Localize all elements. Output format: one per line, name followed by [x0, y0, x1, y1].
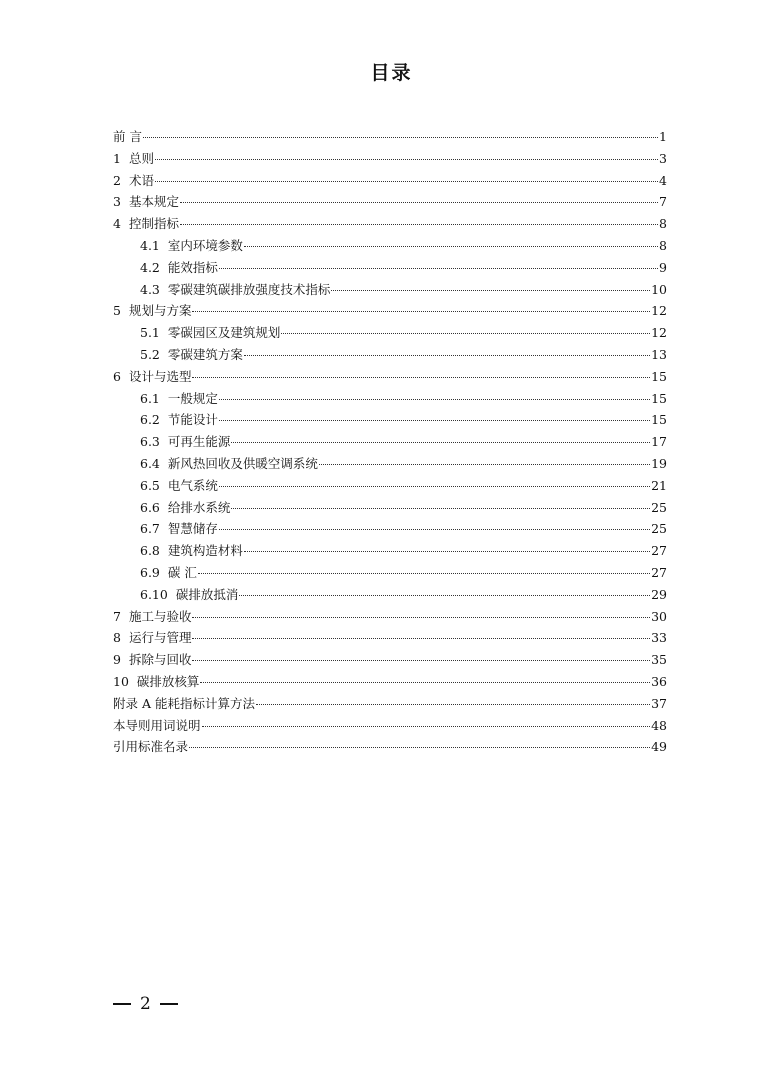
toc-entry-title: 附录 A 能耗指标计算方法 [113, 695, 255, 711]
toc-entry-title: 引用标准名录 [113, 739, 189, 755]
toc-entry-number: 4 [113, 216, 121, 232]
toc-entry[interactable] [113, 693, 667, 715]
toc-entry-page: 35 [651, 652, 667, 668]
toc-entry[interactable] [113, 606, 667, 628]
toc-entry-page: 33 [651, 630, 667, 646]
toc-entry-title: 电气系统 [167, 477, 218, 493]
toc-entry-page: 25 [651, 499, 667, 515]
toc-entry-title: 零碳园区及建筑规划 [167, 325, 281, 341]
toc-entry-number: 6.8 [140, 543, 160, 559]
toc-entry[interactable] [113, 540, 667, 562]
toc-entry-number: 6.2 [140, 412, 160, 428]
toc-entry[interactable] [113, 148, 667, 170]
toc-entry-title: 拆除与回收 [128, 652, 192, 668]
toc-entry-number: 2 [113, 172, 121, 188]
toc-entry-number: 6 [113, 368, 121, 384]
toc-entry[interactable] [113, 409, 667, 431]
toc-entry-number: 7 [113, 608, 121, 624]
toc-entry-title: 术语 [128, 172, 154, 188]
toc-entry-title: 一般规定 [167, 390, 218, 406]
toc-entry-title: 节能设计 [167, 412, 218, 428]
toc-entry-page: 15 [651, 412, 667, 428]
toc-dot-leader [331, 290, 650, 291]
table-of-contents [113, 126, 667, 758]
toc-entry[interactable] [113, 453, 667, 475]
toc-dot-leader [192, 377, 650, 378]
toc-entry[interactable] [113, 366, 667, 388]
toc-entry-number: 9 [113, 652, 121, 668]
toc-dot-leader [192, 617, 650, 618]
toc-entry[interactable] [113, 497, 667, 519]
toc-dot-leader [219, 529, 650, 530]
toc-entry-title: 前 言 [113, 129, 142, 144]
toc-entry-title: 智慧储存 [167, 521, 218, 537]
toc-dot-leader [219, 420, 650, 421]
toc-entry-number: 6.7 [140, 521, 160, 537]
toc-entry-number: 6.3 [140, 434, 160, 450]
toc-dot-leader [155, 181, 658, 182]
footer-dash-left [113, 1003, 131, 1005]
toc-entry[interactable] [113, 213, 667, 235]
toc-dot-leader [219, 399, 650, 400]
toc-dot-leader [244, 355, 650, 356]
toc-entry-title: 运行与管理 [128, 630, 192, 646]
toc-entry-page: 37 [651, 695, 667, 711]
toc-dot-leader [180, 202, 658, 203]
toc-entry-title: 总则 [128, 150, 154, 166]
toc-entry[interactable] [113, 671, 667, 693]
toc-entry-title: 施工与验收 [128, 608, 192, 624]
toc-entry-title: 可再生能源 [167, 434, 231, 450]
toc-dot-leader [244, 246, 658, 247]
page-footer [113, 994, 178, 1014]
toc-entry-page: 19 [651, 455, 667, 471]
toc-entry[interactable] [113, 300, 667, 322]
toc-entry-page: 4 [659, 172, 667, 188]
toc-entry-page: 36 [651, 673, 667, 689]
toc-entry[interactable] [113, 322, 667, 344]
toc-entry[interactable] [113, 279, 667, 301]
toc-dot-leader [219, 268, 658, 269]
toc-entry-title: 新风热回收及供暖空调系统 [167, 455, 318, 471]
toc-dot-leader [281, 333, 650, 334]
toc-entry-title: 能效指标 [167, 259, 218, 275]
toc-entry-page: 13 [651, 346, 667, 362]
toc-entry-page: 3 [659, 150, 667, 166]
toc-entry-title: 碳 汇 [167, 564, 197, 580]
toc-entry[interactable] [113, 191, 667, 213]
toc-entry-title: 基本规定 [128, 194, 179, 210]
toc-dot-leader [189, 747, 650, 748]
toc-entry-number: 4.2 [140, 259, 160, 275]
toc-entry-number: 6.10 [140, 586, 168, 602]
toc-entry-page: 27 [651, 543, 667, 559]
toc-entry-page: 8 [659, 237, 667, 253]
toc-entry-number: 8 [113, 630, 121, 646]
toc-entry-number: 3 [113, 194, 121, 210]
toc-entry[interactable] [113, 344, 667, 366]
toc-entry[interactable] [113, 584, 667, 606]
toc-entry-page: 8 [659, 216, 667, 232]
toc-entry[interactable] [113, 562, 667, 584]
toc-dot-leader [200, 682, 650, 683]
toc-entry-number: 10 [113, 673, 129, 689]
toc-dot-leader [192, 660, 650, 661]
toc-entry-title: 零碳建筑方案 [167, 346, 243, 362]
toc-entry[interactable] [113, 170, 667, 192]
toc-entry-title: 碳排放核算 [136, 673, 200, 689]
toc-entry-number: 5.1 [140, 325, 160, 341]
toc-entry-number: 1 [113, 150, 121, 166]
toc-entry-page: 1 [659, 129, 667, 144]
toc-entry-number: 6.1 [140, 390, 160, 406]
toc-entry-page: 15 [651, 368, 667, 384]
toc-entry[interactable] [113, 475, 667, 497]
toc-dot-leader [319, 464, 650, 465]
toc-dot-leader [143, 137, 658, 138]
toc-entry-title: 碳排放抵消 [175, 586, 239, 602]
toc-entry-title: 建筑构造材料 [167, 543, 243, 559]
toc-entry-page: 30 [651, 608, 667, 624]
toc-entry-page: 10 [651, 281, 667, 297]
toc-entry-number: 6.6 [140, 499, 160, 515]
toc-entry[interactable] [113, 257, 667, 279]
toc-entry[interactable] [113, 431, 667, 453]
toc-dot-leader [155, 159, 658, 160]
toc-entry-number: 6.5 [140, 477, 160, 493]
toc-entry-page: 29 [651, 586, 667, 602]
toc-entry-number: 4.3 [140, 281, 160, 297]
toc-entry[interactable] [113, 388, 667, 410]
toc-entry-page: 49 [651, 739, 667, 755]
page-number: 2 [140, 994, 151, 1014]
toc-dot-leader [256, 704, 650, 705]
toc-dot-leader [180, 224, 658, 225]
toc-entry-page: 27 [651, 564, 667, 580]
toc-dot-leader [219, 486, 650, 487]
toc-entry-title: 室内环境参数 [167, 237, 243, 253]
toc-entry-title: 本导则用词说明 [113, 717, 201, 733]
toc-dot-leader [192, 311, 650, 312]
toc-dot-leader [239, 595, 650, 596]
toc-dot-leader [192, 638, 650, 639]
toc-entry-number: 6.4 [140, 455, 160, 471]
toc-entry[interactable] [113, 518, 667, 540]
toc-entry-page: 12 [651, 325, 667, 341]
toc-entry-page: 15 [651, 390, 667, 406]
toc-entry[interactable] [113, 126, 667, 148]
toc-entry-number: 6.9 [140, 564, 160, 580]
toc-dot-leader [231, 442, 650, 443]
toc-dot-leader [202, 726, 651, 727]
toc-entry-title: 设计与选型 [128, 368, 192, 384]
toc-entry-page: 25 [651, 521, 667, 537]
page-title: 目录 [370, 62, 413, 84]
toc-dot-leader [231, 508, 650, 509]
toc-dot-leader [198, 573, 650, 574]
toc-entry-page: 7 [659, 194, 667, 210]
footer-dash-right [160, 1003, 178, 1005]
toc-entry-page: 21 [651, 477, 667, 493]
toc-entry-title: 控制指标 [128, 216, 179, 232]
toc-entry-page: 17 [651, 434, 667, 450]
toc-entry-page: 9 [659, 259, 667, 275]
toc-entry-title: 零碳建筑碳排放强度技术指标 [167, 281, 331, 297]
toc-entry-number: 5 [113, 303, 121, 319]
toc-entry[interactable] [113, 649, 667, 671]
toc-entry-title: 规划与方案 [128, 303, 192, 319]
toc-entry-page: 48 [651, 717, 667, 733]
toc-entry[interactable] [113, 627, 667, 649]
toc-entry[interactable] [113, 715, 667, 737]
toc-entry-page: 12 [651, 303, 667, 319]
toc-entry-title: 给排水系统 [167, 499, 231, 515]
toc-dot-leader [244, 551, 650, 552]
toc-entry[interactable] [113, 235, 667, 257]
toc-entry[interactable] [113, 736, 667, 758]
toc-entry-number: 4.1 [140, 237, 160, 253]
toc-entry-number: 5.2 [140, 346, 160, 362]
